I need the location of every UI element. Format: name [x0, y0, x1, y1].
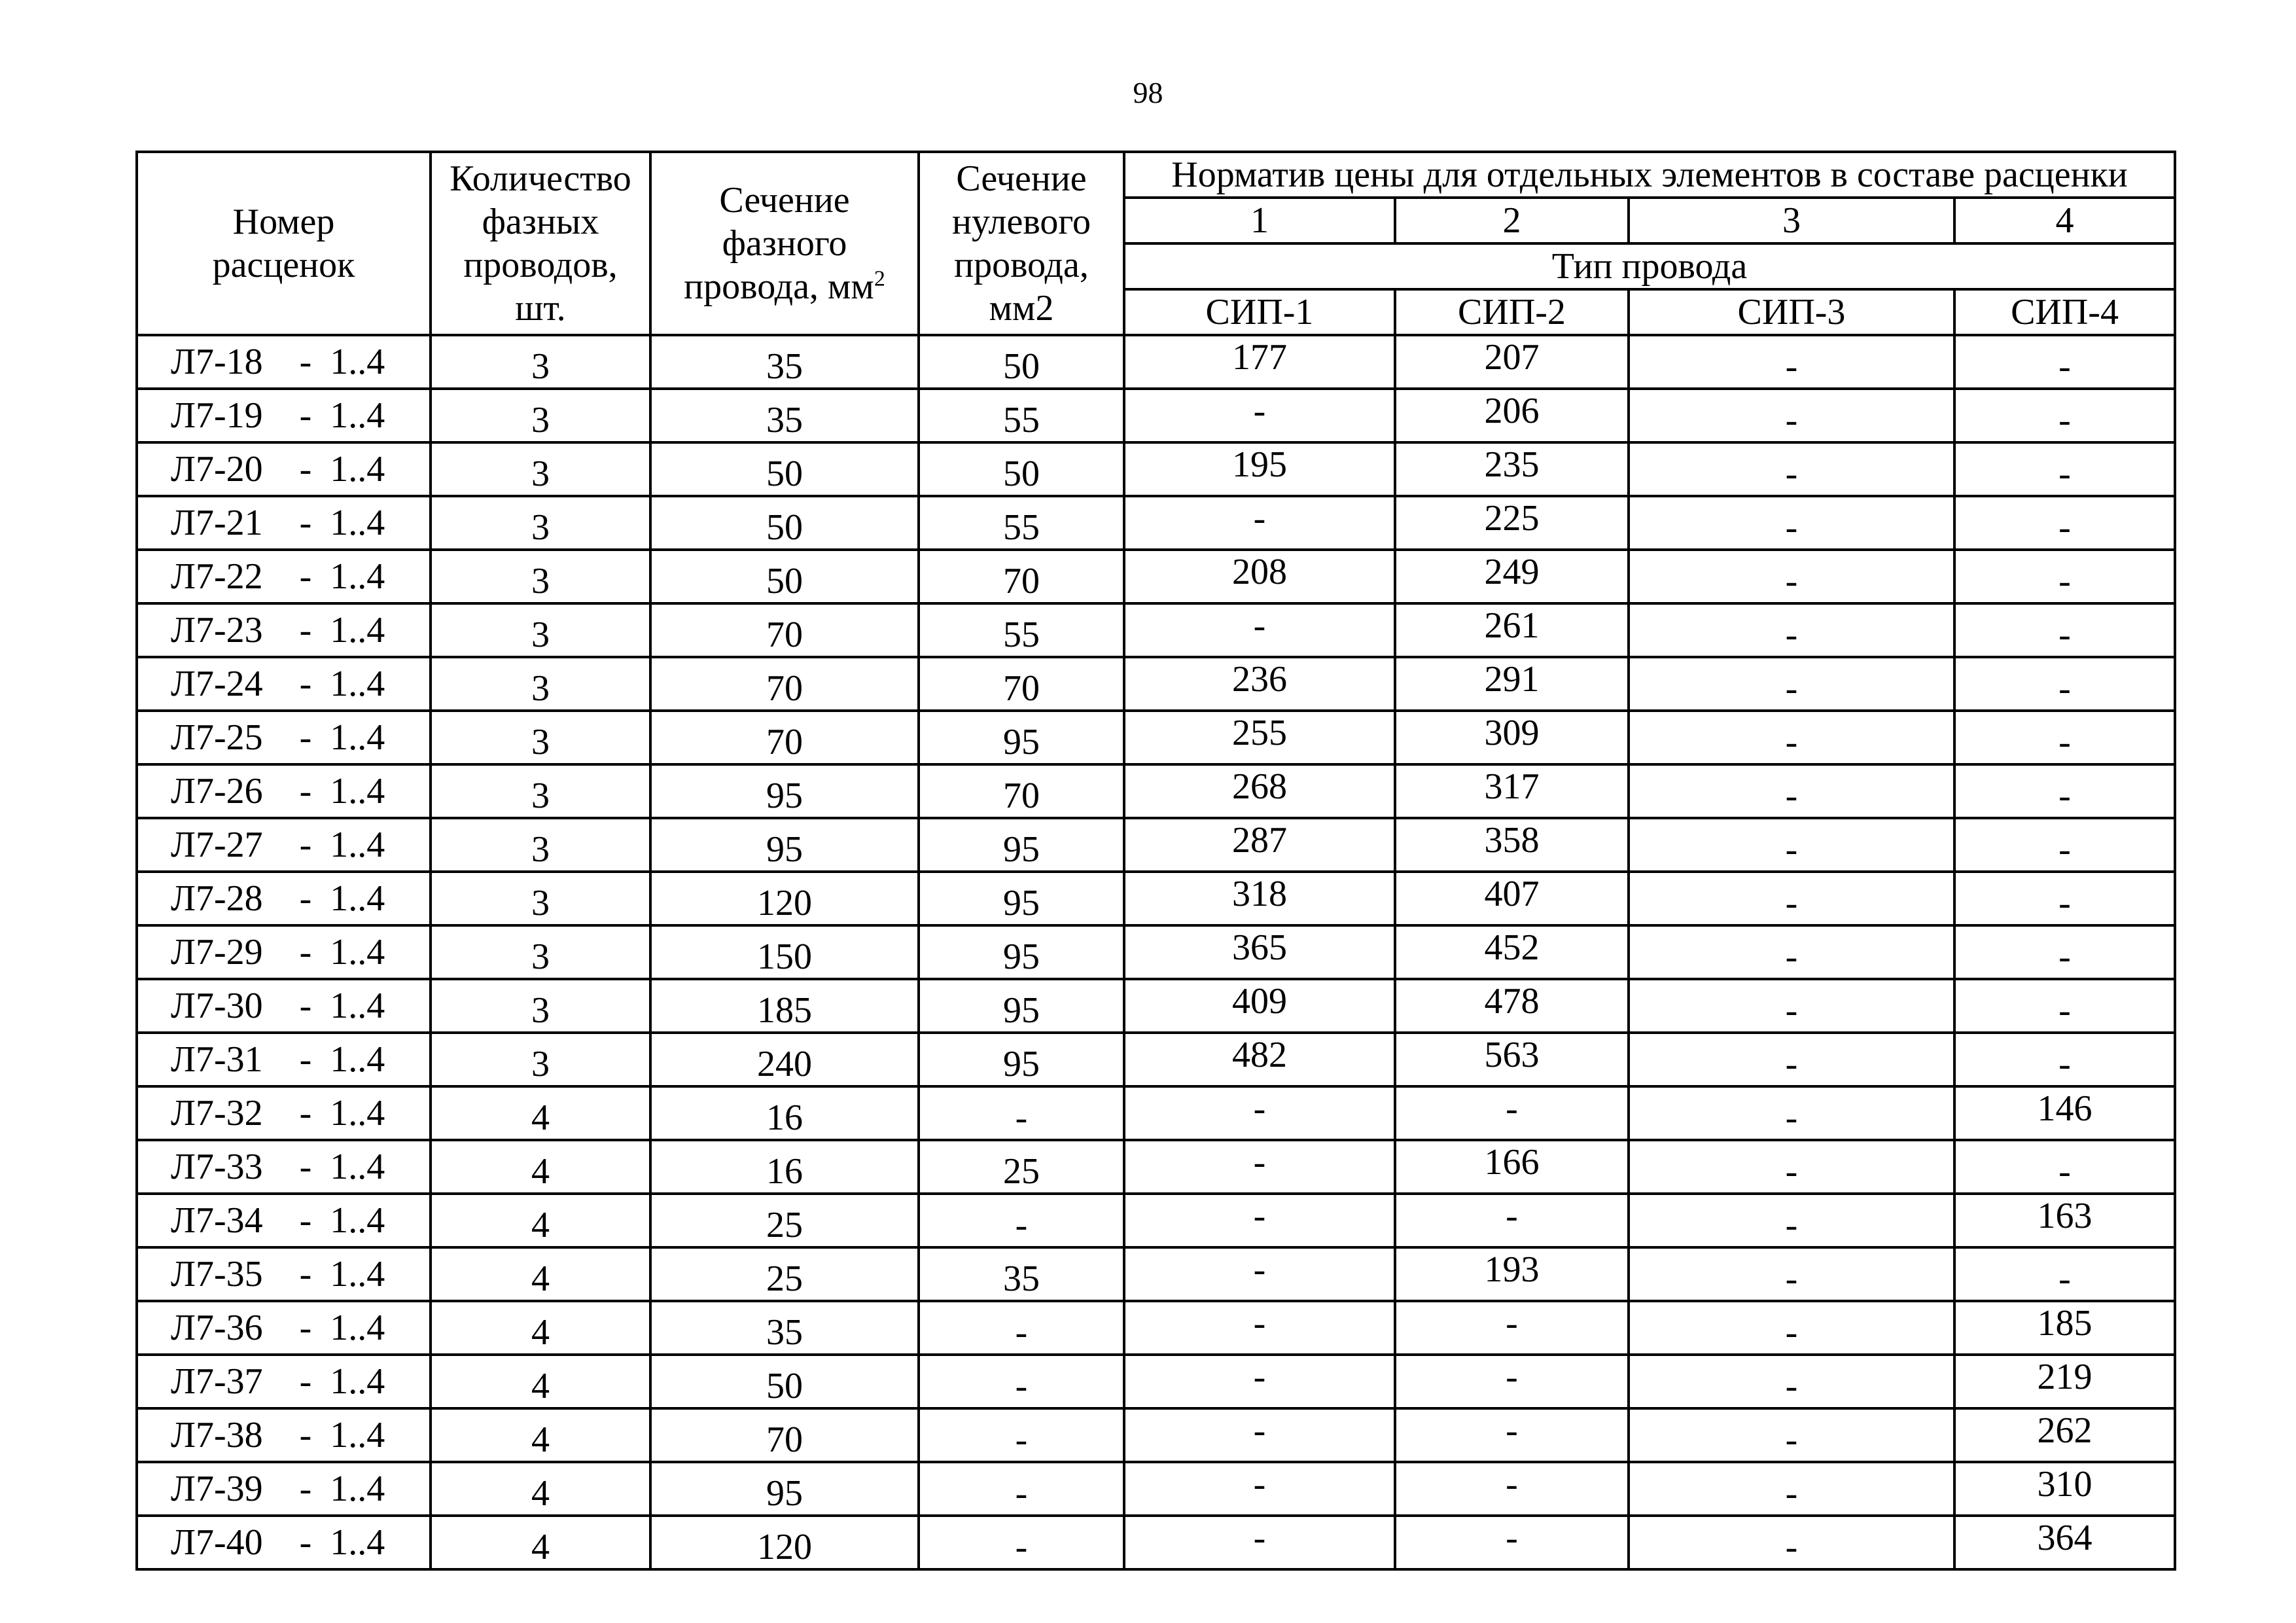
table-row [137, 979, 2175, 1033]
cell-sip3: - [1629, 1408, 1954, 1462]
cell-sip4: - [1954, 550, 2175, 603]
cell-phase-section: 70 [650, 711, 919, 764]
cell-neutral-section: - [919, 1301, 1124, 1355]
cell-neutral-section: 50 [919, 442, 1124, 496]
cell-rate-code: Л7-27 - 1..4 [137, 818, 431, 872]
cell-sip2: - [1395, 1516, 1629, 1569]
cell-sip2: - [1395, 1462, 1629, 1516]
header-rate-number: Номер расценок [137, 152, 431, 335]
cell-sip3: - [1629, 1462, 1954, 1516]
cell-phase-section: 70 [650, 603, 919, 657]
cell-rate-code: Л7-24 - 1..4 [137, 657, 431, 711]
page-number: 98 [1133, 76, 1163, 109]
cell-rate-code: Л7-33 - 1..4 [137, 1140, 431, 1194]
cell-rate-code: Л7-25 - 1..4 [137, 711, 431, 764]
cell-sip4: 146 [1954, 1086, 2175, 1140]
cell-sip3: - [1629, 550, 1954, 603]
cell-sip1: 409 [1124, 979, 1395, 1033]
cell-sip2: - [1395, 1408, 1629, 1462]
table-row [137, 1301, 2175, 1355]
cell-phase-section: 50 [650, 442, 919, 496]
cell-rate-code: Л7-36 - 1..4 [137, 1301, 431, 1355]
cell-rate-code: Л7-34 - 1..4 [137, 1194, 431, 1247]
cell-sip4: - [1954, 818, 2175, 872]
cell-rate-code: Л7-18 - 1..4 [137, 335, 431, 389]
cell-sip1: 268 [1124, 764, 1395, 818]
cell-sip2: 358 [1395, 818, 1629, 872]
cell-rate-code: Л7-31 - 1..4 [137, 1033, 431, 1086]
cell-phase-section: 95 [650, 764, 919, 818]
cell-rate-code: Л7-35 - 1..4 [137, 1247, 431, 1301]
cell-rate-code: Л7-20 - 1..4 [137, 442, 431, 496]
cell-neutral-section: 55 [919, 389, 1124, 442]
cell-phase-section: 120 [650, 872, 919, 925]
cell-sip3: - [1629, 389, 1954, 442]
cell-sip4: - [1954, 872, 2175, 925]
cell-phase-count: 4 [431, 1086, 650, 1140]
cell-phase-section: 120 [650, 1516, 919, 1569]
cell-neutral-section: 95 [919, 872, 1124, 925]
table-row [137, 1247, 2175, 1301]
cell-phase-count: 4 [431, 1194, 650, 1247]
cell-sip2: 309 [1395, 711, 1629, 764]
cell-phase-count: 3 [431, 657, 650, 711]
cell-sip3: - [1629, 979, 1954, 1033]
cell-sip2: 193 [1395, 1247, 1629, 1301]
cell-rate-code: Л7-38 - 1..4 [137, 1408, 431, 1462]
header-phase-count: Количество фазных проводов, шт. [431, 152, 650, 335]
cell-sip3: - [1629, 1516, 1954, 1569]
cell-sip4: - [1954, 603, 2175, 657]
cell-rate-code: Л7-32 - 1..4 [137, 1086, 431, 1140]
cell-neutral-section: - [919, 1086, 1124, 1140]
table-row [137, 1194, 2175, 1247]
cell-sip4: - [1954, 764, 2175, 818]
cell-sip2: 235 [1395, 442, 1629, 496]
cell-sip4: - [1954, 979, 2175, 1033]
cell-sip3: - [1629, 1033, 1954, 1086]
table-row [137, 335, 2175, 389]
cell-neutral-section: 70 [919, 657, 1124, 711]
cell-phase-count: 3 [431, 603, 650, 657]
cell-phase-section: 50 [650, 496, 919, 550]
cell-phase-section: 25 [650, 1194, 919, 1247]
cell-phase-count: 3 [431, 496, 650, 550]
cell-sip1: - [1124, 1408, 1395, 1462]
cell-sip4: - [1954, 496, 2175, 550]
cell-sip4: 163 [1954, 1194, 2175, 1247]
cell-neutral-section: 70 [919, 764, 1124, 818]
cell-sip1: - [1124, 1247, 1395, 1301]
cell-neutral-section: 35 [919, 1247, 1124, 1301]
cell-sip1: - [1124, 496, 1395, 550]
cell-sip4: 364 [1954, 1516, 2175, 1569]
cell-phase-section: 185 [650, 979, 919, 1033]
table-row [137, 764, 2175, 818]
cell-phase-count: 3 [431, 979, 650, 1033]
cell-neutral-section: 70 [919, 550, 1124, 603]
header-col-number: 2 [1395, 198, 1629, 243]
cell-phase-count: 3 [431, 764, 650, 818]
table-row [137, 925, 2175, 979]
cell-phase-count: 4 [431, 1301, 650, 1355]
cell-phase-section: 16 [650, 1140, 919, 1194]
cell-sip1: 318 [1124, 872, 1395, 925]
cell-sip2: 317 [1395, 764, 1629, 818]
cell-sip4: - [1954, 1033, 2175, 1086]
cell-phase-section: 35 [650, 1301, 919, 1355]
header-wire-type-sip4: СИП-4 [1954, 289, 2175, 335]
cell-phase-count: 3 [431, 818, 650, 872]
cell-sip1: 255 [1124, 711, 1395, 764]
cell-neutral-section: 95 [919, 979, 1124, 1033]
cell-neutral-section: 95 [919, 818, 1124, 872]
table-row [137, 442, 2175, 496]
cell-sip4: - [1954, 657, 2175, 711]
cell-sip4: - [1954, 1247, 2175, 1301]
cell-sip3: - [1629, 442, 1954, 496]
cell-neutral-section: 95 [919, 711, 1124, 764]
header-col-number: 3 [1629, 198, 1954, 243]
header-col-number: 4 [1954, 198, 2175, 243]
cell-phase-count: 4 [431, 1516, 650, 1569]
table-row [137, 657, 2175, 711]
table-row [137, 1086, 2175, 1140]
cell-sip1: - [1124, 1355, 1395, 1408]
cell-sip3: - [1629, 1247, 1954, 1301]
table-row [137, 1033, 2175, 1086]
cell-sip4: - [1954, 335, 2175, 389]
cell-sip2: 207 [1395, 335, 1629, 389]
cell-sip4: 310 [1954, 1462, 2175, 1516]
header-col-number: 1 [1124, 198, 1395, 243]
cell-neutral-section: 95 [919, 1033, 1124, 1086]
cell-sip2: 291 [1395, 657, 1629, 711]
cell-sip2: 407 [1395, 872, 1629, 925]
table-row [137, 818, 2175, 872]
cell-neutral-section: 55 [919, 603, 1124, 657]
cell-phase-count: 3 [431, 1033, 650, 1086]
cell-phase-count: 4 [431, 1462, 650, 1516]
cell-phase-count: 4 [431, 1408, 650, 1462]
cell-sip1: - [1124, 1516, 1395, 1569]
cell-sip3: - [1629, 764, 1954, 818]
cell-phase-section: 50 [650, 1355, 919, 1408]
cell-sip1: - [1124, 1086, 1395, 1140]
cell-sip2: - [1395, 1086, 1629, 1140]
cell-neutral-section: - [919, 1462, 1124, 1516]
cell-sip3: - [1629, 818, 1954, 872]
cell-sip2: 452 [1395, 925, 1629, 979]
cell-phase-section: 240 [650, 1033, 919, 1086]
cell-sip1: 236 [1124, 657, 1395, 711]
cell-rate-code: Л7-28 - 1..4 [137, 872, 431, 925]
header-norm-title: Норматив цены для отдельных элементов в составе расценки [1124, 152, 2175, 198]
cell-phase-section: 95 [650, 818, 919, 872]
cell-phase-section: 70 [650, 657, 919, 711]
cell-rate-code: Л7-30 - 1..4 [137, 979, 431, 1033]
cell-sip3: - [1629, 603, 1954, 657]
cell-neutral-section: - [919, 1516, 1124, 1569]
cell-sip4: 219 [1954, 1355, 2175, 1408]
table-row [137, 1355, 2175, 1408]
cell-phase-section: 16 [650, 1086, 919, 1140]
cell-sip4: - [1954, 442, 2175, 496]
cell-sip3: - [1629, 1355, 1954, 1408]
cell-rate-code: Л7-40 - 1..4 [137, 1516, 431, 1569]
cell-phase-section: 35 [650, 389, 919, 442]
cell-sip3: - [1629, 1194, 1954, 1247]
cell-rate-code: Л7-22 - 1..4 [137, 550, 431, 603]
cell-sip3: - [1629, 496, 1954, 550]
table-row [137, 1140, 2175, 1194]
table-row [137, 496, 2175, 550]
cell-phase-section: 150 [650, 925, 919, 979]
cell-phase-section: 25 [650, 1247, 919, 1301]
cell-rate-code: Л7-37 - 1..4 [137, 1355, 431, 1408]
table-row [137, 872, 2175, 925]
cell-phase-count: 3 [431, 925, 650, 979]
cell-rate-code: Л7-23 - 1..4 [137, 603, 431, 657]
cell-phase-count: 3 [431, 389, 650, 442]
cell-sip1: 365 [1124, 925, 1395, 979]
cell-sip2: 261 [1395, 603, 1629, 657]
header-phase-section-sup: 2 [874, 266, 885, 291]
cell-neutral-section: 55 [919, 496, 1124, 550]
cell-sip2: 249 [1395, 550, 1629, 603]
cell-phase-count: 4 [431, 1247, 650, 1301]
cell-sip2: 225 [1395, 496, 1629, 550]
cell-sip1: - [1124, 389, 1395, 442]
cell-neutral-section: - [919, 1355, 1124, 1408]
cell-phase-count: 3 [431, 711, 650, 764]
cell-sip1: 287 [1124, 818, 1395, 872]
cell-sip1: - [1124, 1301, 1395, 1355]
cell-sip1: 482 [1124, 1033, 1395, 1086]
cell-sip2: 206 [1395, 389, 1629, 442]
cell-sip3: - [1629, 925, 1954, 979]
cell-neutral-section: - [919, 1408, 1124, 1462]
cell-sip4: - [1954, 1140, 2175, 1194]
cell-sip1: 195 [1124, 442, 1395, 496]
table-row [137, 1516, 2175, 1569]
cell-sip1: - [1124, 1194, 1395, 1247]
cell-rate-code: Л7-39 - 1..4 [137, 1462, 431, 1516]
cell-phase-count: 4 [431, 1355, 650, 1408]
cell-sip2: 563 [1395, 1033, 1629, 1086]
cell-sip2: 166 [1395, 1140, 1629, 1194]
cell-sip2: - [1395, 1301, 1629, 1355]
cell-rate-code: Л7-19 - 1..4 [137, 389, 431, 442]
cell-sip3: - [1629, 872, 1954, 925]
cell-phase-count: 4 [431, 1140, 650, 1194]
header-wire-type-sip3: СИП-3 [1629, 289, 1954, 335]
cell-phase-count: 3 [431, 442, 650, 496]
table-body [137, 335, 2175, 1569]
cell-phase-count: 3 [431, 335, 650, 389]
cell-sip2: - [1395, 1355, 1629, 1408]
cell-sip1: - [1124, 1140, 1395, 1194]
cell-sip4: - [1954, 925, 2175, 979]
cell-sip1: 177 [1124, 335, 1395, 389]
cell-rate-code: Л7-21 - 1..4 [137, 496, 431, 550]
table-row [137, 389, 2175, 442]
header-phase-section-text: Сечение фазного провода, мм [684, 180, 874, 307]
header-wire-type-sip1: СИП-1 [1124, 289, 1395, 335]
cell-neutral-section: 95 [919, 925, 1124, 979]
cell-sip2: - [1395, 1194, 1629, 1247]
table-row [137, 1408, 2175, 1462]
cell-sip4: - [1954, 711, 2175, 764]
cell-phase-section: 70 [650, 1408, 919, 1462]
header-wire-type: Тип провода [1124, 243, 2175, 289]
cell-sip1: 208 [1124, 550, 1395, 603]
header-wire-type-sip2: СИП-2 [1395, 289, 1629, 335]
table-row [137, 550, 2175, 603]
cell-phase-count: 3 [431, 872, 650, 925]
cell-sip4: 262 [1954, 1408, 2175, 1462]
cell-sip4: 185 [1954, 1301, 2175, 1355]
price-table [135, 151, 2176, 1571]
cell-sip3: - [1629, 1140, 1954, 1194]
cell-sip4: - [1954, 389, 2175, 442]
cell-phase-section: 50 [650, 550, 919, 603]
cell-sip3: - [1629, 657, 1954, 711]
cell-phase-count: 3 [431, 550, 650, 603]
cell-neutral-section: - [919, 1194, 1124, 1247]
cell-rate-code: Л7-26 - 1..4 [137, 764, 431, 818]
cell-phase-section: 95 [650, 1462, 919, 1516]
header-phase-section [650, 152, 919, 335]
cell-sip3: - [1629, 335, 1954, 389]
header-neutral-section: Сечение нулевого провода, мм2 [919, 152, 1124, 335]
cell-neutral-section: 50 [919, 335, 1124, 389]
cell-phase-section: 35 [650, 335, 919, 389]
table-row [137, 1462, 2175, 1516]
cell-sip1: - [1124, 1462, 1395, 1516]
cell-sip1: - [1124, 603, 1395, 657]
table-row [137, 711, 2175, 764]
table-row [137, 603, 2175, 657]
cell-sip3: - [1629, 1301, 1954, 1355]
cell-sip3: - [1629, 711, 1954, 764]
table-header [137, 152, 2175, 335]
cell-sip3: - [1629, 1086, 1954, 1140]
cell-sip2: 478 [1395, 979, 1629, 1033]
cell-rate-code: Л7-29 - 1..4 [137, 925, 431, 979]
cell-neutral-section: 25 [919, 1140, 1124, 1194]
